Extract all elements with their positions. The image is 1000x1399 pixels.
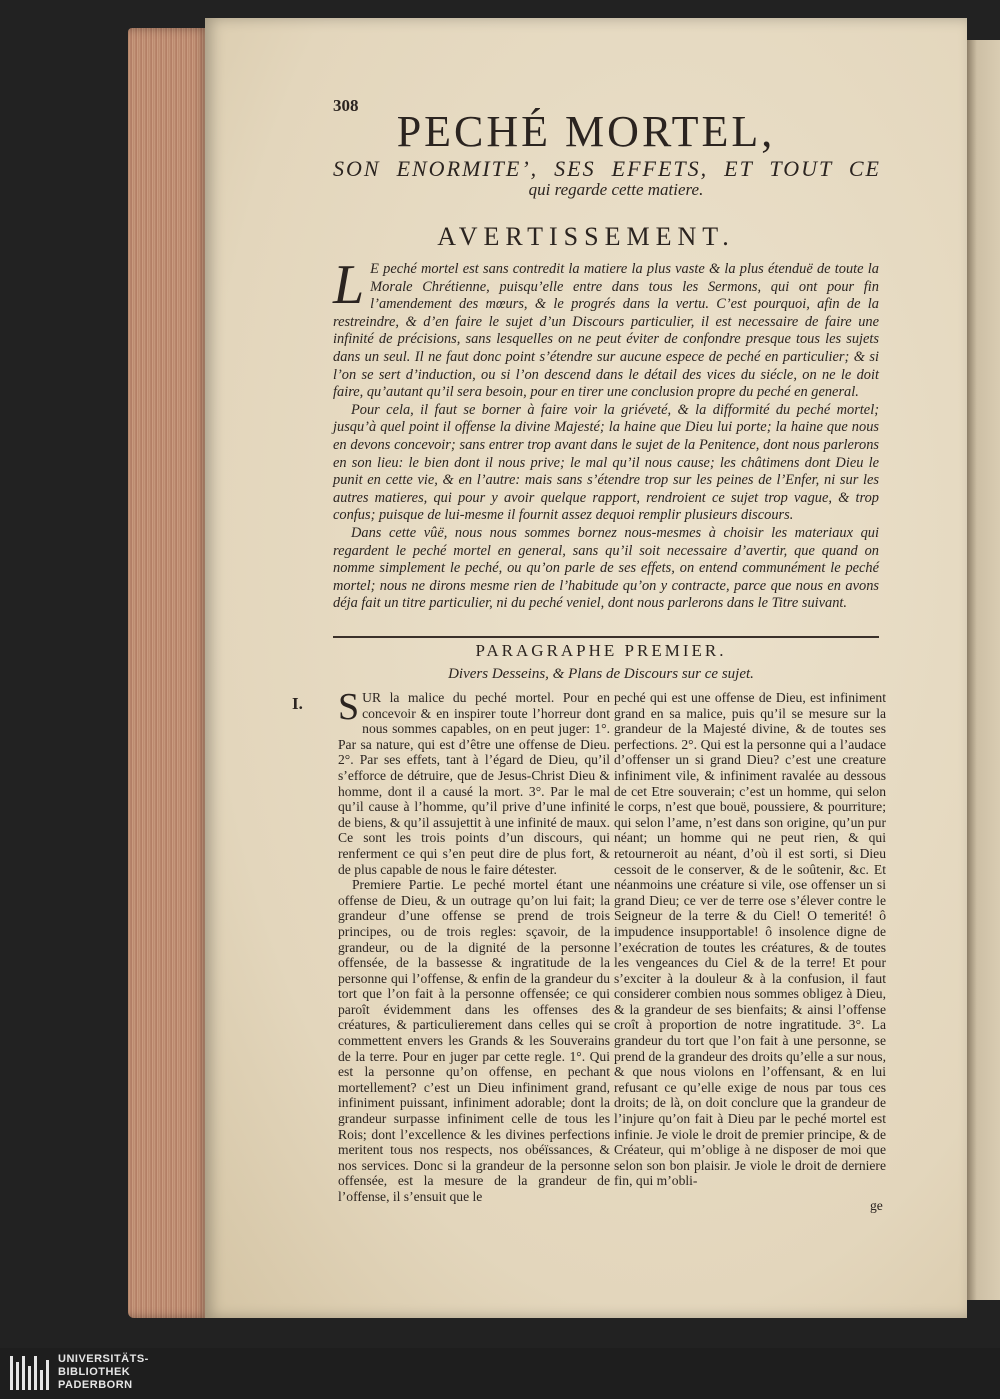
drop-cap: L (333, 254, 365, 316)
avertissement-text (333, 254, 879, 613)
avertissement-paragraph: Pour cela, il faut se borner à faire voir la griéveté, & la difformité du peché mortel; jusqu’à quel point il offense la divine Majesté; la haine que Dieu lui porte; la haine que nous en devons concevoir; sans entrer trop avant dans le sujet de la Penitence, dont nous parlerons en son lieu: le bien dont il nous prive; le mal qu’il nous cause; les châtimens dont Dieu le punit en cette vie, & en l’autre: mais sans s’étendre trop sur les peines de l’Enfer, ni sur les autres matieres, qui pour y avoir quelque rapport, rendroient ce sujet trop vague, & trop confus; puisque de lui-mesme il fournit assez dequoi remplir plusieurs discours. (333, 401, 879, 524)
page-title: PECHÉ MORTEL, (396, 107, 776, 156)
page-number: 308 (333, 96, 359, 115)
library-footer (0, 1348, 1000, 1399)
body-paragraph: peché qui est une offense de Dieu, est infiniment grand en sa malice, puis qu’il se mesure sur la grandeur de la Majesté divine, & de toutes ses perfections. 2°. Qui est la personne qui a l’audace d’offenser un si grand Dieu? c’est une creature infiniment vile, & infiniment ravalée au dessous de cet Etre souverain; c’est un homme, qui selon le corps, n’est que bouë, poussiere, & pourriture; qui selon l’ame, n’est dans son origine, qu’un pur néant; un homme qui ne peut rien, & qui retourneroit au néant, d’où il est sorti, si Dieu cessoit de le conserver, & de le soûtenir, &c. Et néanmoins une créature si vile, ose offenser un si grand Dieu; ce ver de terre ose s’élever contre le Seigneur de la terre & du Ciel! O temerité! ô impudence insupportable! ô insolence digne de l’exécration de toutes les créatures, & de toutes les vengeances du Ciel & de la terre! Et pour s’exciter à la douleur & à la confusion, il faut considerer combien nous sommes obligez à Dieu, & la grandeur de ses bienfaits; & ainsi l’offense croît à proportion de notre ingratitude. 3°. La grandeur du tort que l’on fait à une personne, se prend de la grandeur des droits qu’elle a sur nous, & que nous violons en l’offensant, & en lui refusant ce qu’elle exige de nous par tous ces droits; de là, on doit conclure que la grandeur de l’injure qu’on fait à Dieu par le peché mortel est infinie. Je viole le droit de premier principe, & de Créateur, qui m’oblige à ne disposer de moi que selon son bon plaisir. Je viole le droit de derniere fin, qui m’obli- (614, 690, 886, 1189)
paragraph-subheading: Divers Desseins, & Plans de Discours sur ce sujet. (448, 666, 754, 682)
body-paragraph: Premiere Partie. Le peché mortel étant une offense de Dieu, & un outrage qu’on lui fait; la grandeur d’une offense se prend de trois principes, ou de trois regles: sçavoir, de la grandeur, ou de la dignité de la personne offensée, de la bassesse & ingratitude de la personne qui l’offense, & enfin de la grandeur du tort que l’on fait à la personne offensée; ce qui paroît évidemment dans les offenses des créatures, & particulierement dans celles qui se commettent envers les Grands & les Souverains de la terre. Pour en juger par cette regle. 1°. Qui est la personne qu’on offense, en pechant mortellement? c’est un Dieu infiniment grand, infiniment puissant, infiniment adorable; dont la grandeur surpasse infiniment celle de tous les Rois; dont l’excellence & les divines perfections meritent tous nos respects, nos obéïssances, & nos services. Donc si la grandeur de la personne offensée, est la mesure de la grandeur de l’offense, il s’ensuit que le (338, 877, 610, 1204)
avertissement-heading: AVERTISSEMENT. (437, 222, 735, 251)
section-divider (333, 636, 879, 638)
avertissement-paragraph: Dans cette vûë, nous nous sommes bornez nous-mesmes à choisir les materiaux qui regardent le peché mortel en general, sans qu’il soit necessaire d’avertir, que quand on nomme simplement le peché, ou qu’on parle de ses effets, on entend communément le peché mortel; nous ne dirons mesme rien de l’habitude qu’on y contracte, parce que nous en avons déja fait un titre particulier, ni du peché veniel, dont nous parlerons dans le Titre suivant. (333, 524, 879, 612)
drop-cap: S (338, 686, 360, 728)
page-subtitle-continuation: qui regarde cette matiere. (528, 180, 704, 199)
book-page (205, 18, 967, 1318)
facing-page-edge (967, 40, 1000, 1300)
page-subtitle: SON ENORMITE’, SES EFFETS, ET TOUT CE (333, 156, 881, 181)
catchword: ge (870, 1198, 883, 1213)
book-page-edge (128, 28, 210, 1318)
university-library-logo-icon (8, 1352, 50, 1394)
text-column-right (614, 690, 886, 1189)
avertissement-paragraph: L E peché mortel est sans contredit la matiere la plus vaste & la plus étenduë de toute la Morale Chrétienne, puisqu’elle entre dans tous les Sermons, qui ont pour fin l’amendement des mœurs, & le progrés dans la vertu. C’est pourquoi, afin de la restreindre, & d’en faire le sujet d’un Discours particulier, il est necessaire de faire une infinité de précisions, sans lesquelles on ne peut éviter de confondre presque tous les sujets dans un seul. Il ne faut donc point s’étendre sur aucune espece de peché en particulier; & si l’on se sert d’induction, ou si l’on descend dans le détail des vices du siécle, on ne le doit faire, qu’autant qu’il sera besoin, pour en tirer une conclusion propre du peché en general. (333, 254, 879, 401)
paragraph-heading: PARAGRAPHE PREMIER. (475, 641, 727, 660)
body-paragraph: SUR la malice du peché mortel. Pour en concevoir & en inspirer toute l’horreur dont nous sommes capables, on en peut juger: 1°. Par sa nature, qui est d’être une offense de Dieu. 2°. Par ses effets, tant à l’égard de Dieu, qu’il s’efforce de détruire, que de Jesus-Christ Dieu & homme, dont il a causé la mort. 3°. Par le mal qu’il cause à l’homme, qu’il prive d’une infinité de biens, & qu’il assujettit à une infinité de maux. Ce sont les trois points d’un discours, qui renferment ce qui s’en peut dire de plus fort, & de plus capable de nous le faire détester. (338, 686, 610, 877)
text-column-left (338, 686, 610, 1205)
margin-number: I. (292, 694, 303, 713)
library-name: UNIVERSITÄTS- BIBLIOTHEK PADERBORN (58, 1353, 149, 1391)
